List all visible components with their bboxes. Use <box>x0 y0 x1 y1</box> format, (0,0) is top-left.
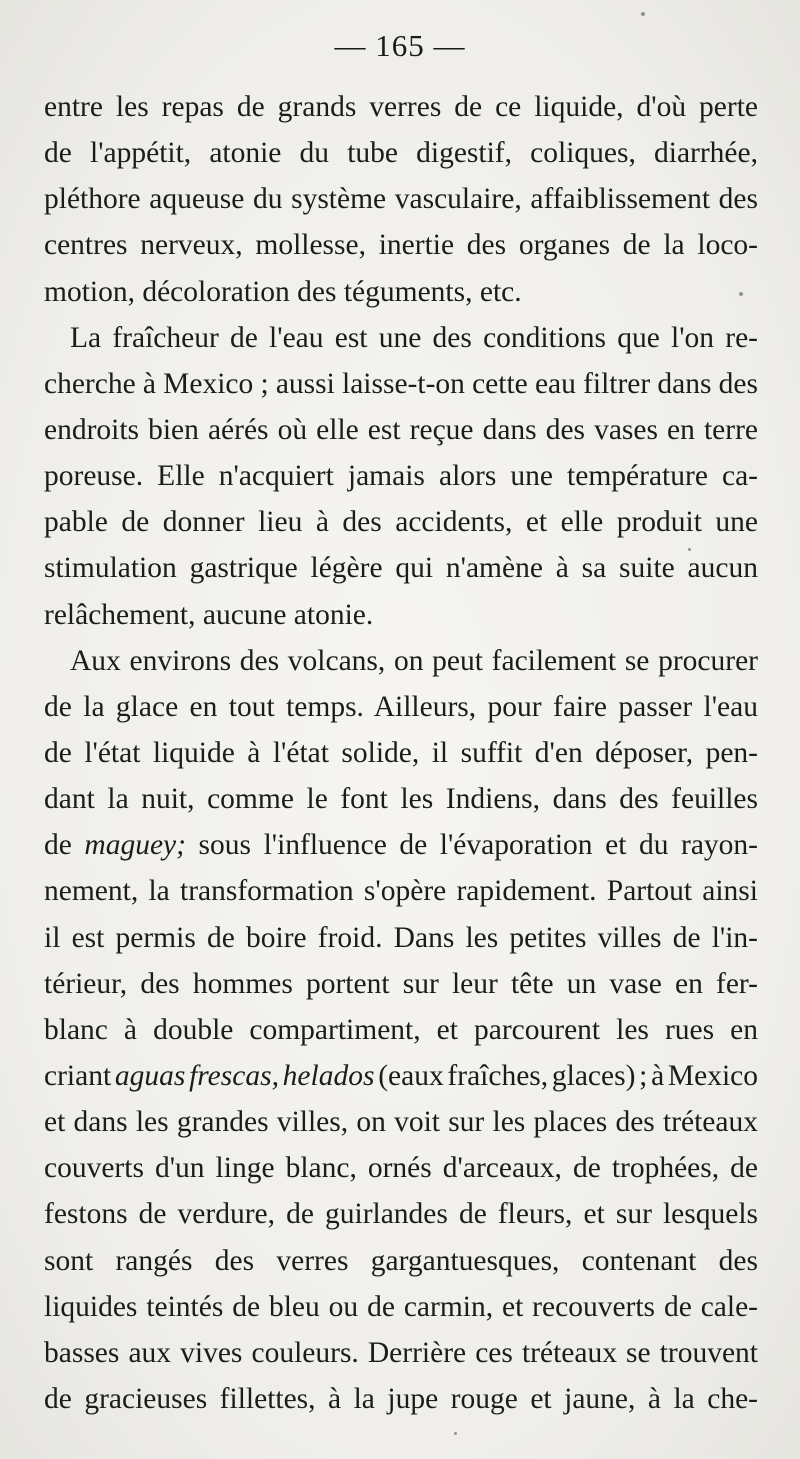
text-line: cherche à Mexico ; aussi laisse-t-on cette eau filtrer dans des <box>44 367 758 400</box>
text-fragment: criant <box>44 1059 112 1092</box>
text-line: La fraîcheur de l'eau est une des conditions que l'on re- <box>70 321 758 354</box>
text-line: sont rangés des verres gargantuesques, contenant des <box>44 1244 758 1277</box>
ink-speck <box>688 548 691 551</box>
text-line: de l'état liquide à l'état solide, il suffit d'en déposer, pen- <box>44 736 758 769</box>
text-line: couverts d'un linge blanc, ornés d'arceaux, de trophées, de <box>44 1152 758 1185</box>
text-line: festons de verdure, de guirlandes de fleurs, et sur lesquels <box>44 1198 758 1231</box>
ink-speck <box>641 12 645 16</box>
text-line: de la glace en tout temps. Ailleurs, pour faire passer l'eau <box>44 690 758 723</box>
text-line: liquides teintés de bleu ou de carmin, et recouverts de cale- <box>44 1290 758 1323</box>
text-line: nement, la transformation s'opère rapidement. Partout ainsi <box>44 875 758 908</box>
text-line: pable de donner lieu à des accidents, et elle produit une <box>44 506 758 539</box>
text-fragment: de <box>44 829 72 862</box>
text-line: il est permis de boire froid. Dans les petites villes de l'in- <box>44 921 758 954</box>
ink-speck <box>454 1432 457 1435</box>
text-line: entre les repas de grands verres de ce liquide, d'où perte <box>44 91 758 123</box>
text-fragment: sous l'influence de l'évaporation et du rayon- <box>198 829 758 862</box>
italic-term: aguas frescas, helados <box>114 1059 375 1092</box>
page-number-header: — 165 — <box>334 28 466 63</box>
text-line <box>44 1053 758 1099</box>
text-line: endroits bien aérés où elle est reçue dans des vases en terre <box>44 413 758 446</box>
text-fragment: (eaux fraîches, glaces) ; à Mexico <box>378 1059 758 1092</box>
text-line: stimulation gastrique légère qui n'amène à sa suite aucun <box>44 552 758 585</box>
text-line: dant la nuit, comme le font les Indiens, dans des feuilles <box>44 783 758 816</box>
text-line: Aux environs des volcans, on peut facilement se procurer <box>70 644 758 677</box>
text-line: poreuse. Elle n'acquiert jamais alors une température ca- <box>44 460 758 493</box>
text-line: de l'appétit, atonie du tube digestif, coliques, diarrhée, <box>44 137 758 170</box>
text-line: et dans les grandes villes, on voit sur les places des tréteaux <box>44 1106 758 1139</box>
text-line: de gracieuses fillettes, à la jupe rouge et jaune, à la che- <box>44 1382 758 1415</box>
text-line: pléthore aqueuse du système vasculaire, affaiblissement des <box>44 183 758 216</box>
text-line: motion, décoloration des téguments, etc. <box>44 275 522 308</box>
text-line <box>44 822 758 868</box>
text-line: basses aux vives couleurs. Derrière ces tréteaux se trouvent <box>44 1336 758 1369</box>
text-line: térieur, des hommes portent sur leur tête un vase en fer- <box>44 967 758 1000</box>
text-line: blanc à double compartiment, et parcourent les rues en <box>44 1013 758 1046</box>
ink-speck <box>739 292 743 296</box>
body-text <box>44 84 758 1422</box>
text-line: relâchement, aucune atonie. <box>44 598 374 631</box>
italic-term: maguey; <box>84 829 186 862</box>
text-line: centres nerveux, mollesse, inertie des organes de la loco- <box>44 229 758 262</box>
